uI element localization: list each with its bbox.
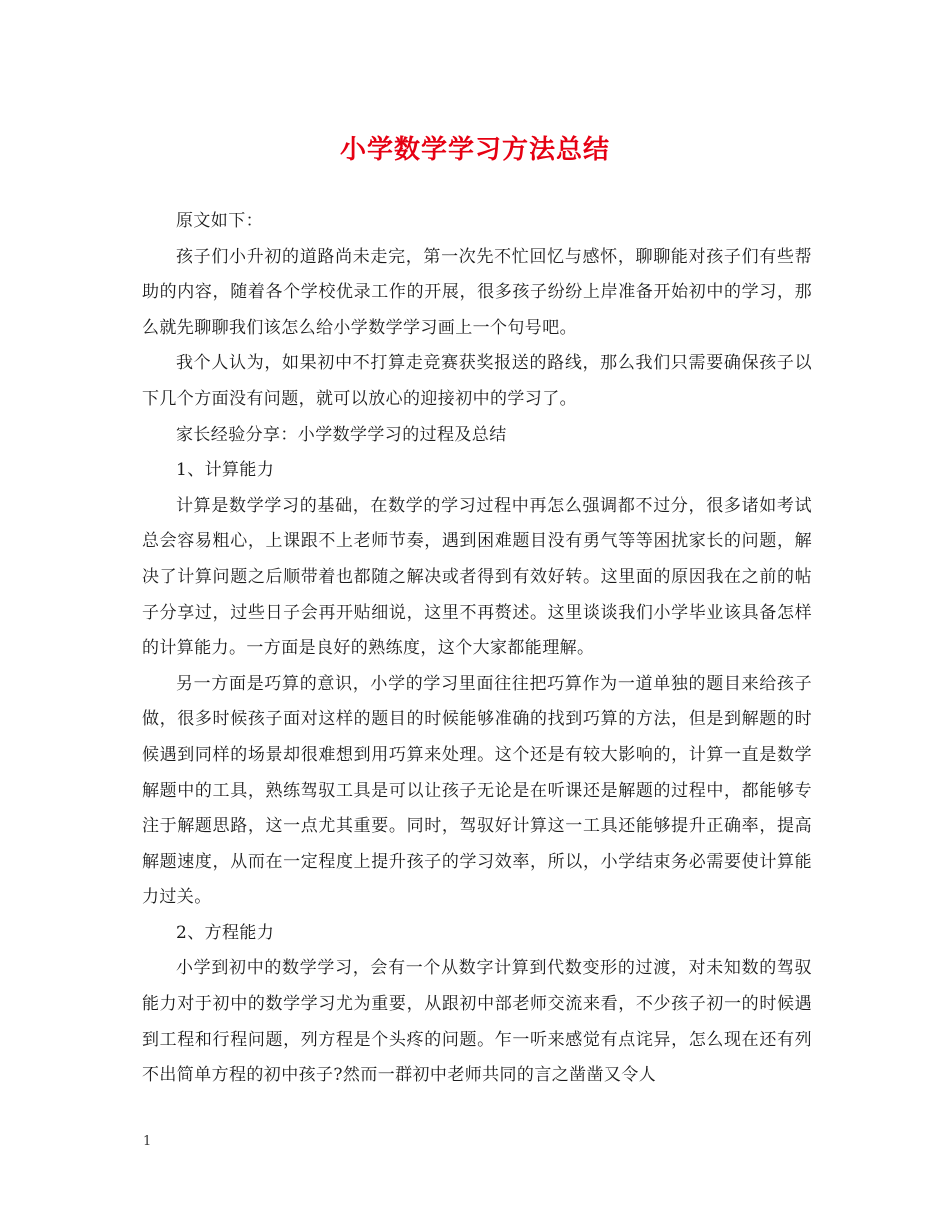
section-heading: 1、计算能力 — [176, 460, 275, 481]
paragraph: 我个人认为，如果初中不打算走竞赛获奖报送的路线，那么我们只需要确保孩子以下几个方面没有问题，就可以放心的迎接初中的学习了。 — [142, 353, 812, 409]
paragraph-intro: 原文如下： — [176, 211, 263, 231]
paragraph: 计算是数学学习的基础，在数学的学习过程中再怎么强调都不过分，很多诸如考试总会容易粗心，上课跟不上老师节奏，遇到困难题目没有勇气等等困扰家长的问题，解决了计算问题之后顺带着也都随之解决或者得到有效好转。这里面的原因我在之前的帖子分享过，过些日子会再开贴细说，这里不再赘述。这里谈谈我们小学毕业该具备怎样的计算能力。一方面是良好的熟练度，这个大家都能理解。 — [142, 495, 812, 659]
document-body — [142, 204, 812, 1094]
section-heading: 2、方程能力 — [176, 922, 275, 943]
paragraph: 另一方面是巧算的意识，小学的学习里面往往把巧算作为一道单独的题目来给孩子做，很多时候孩子面对这样的题目的时候能够准确的找到巧算的方法，但是到解题的时候遇到同样的场景却很难想到用巧算来处理。这个还是有较大影响的，计算一直是数学解题中的工具，熟练驾驭工具是可以让孩子无论是在听课还是解题的过程中，都能够专注于解题思路，这一点尤其重要。同时，驾驭好计算这一工具还能够提升正确率，提高解题速度，从而在一定程度上提升孩子的学习效率，所以，小学结束务必需要使计算能力过关。 — [142, 673, 812, 908]
document-title: 小学数学学习方法总结 — [339, 135, 610, 165]
paragraph: 孩子们小升初的道路尚未走完，第一次先不忙回忆与感怀，聊聊能对孩子们有些帮助的内容，随着各个学校优录工作的开展，很多孩子纷纷上岸准备开始初中的学习，那么就先聊聊我们该怎么给小学数学学习画上一个句号吧。 — [142, 246, 812, 338]
paragraph: 小学到初中的数学学习，会有一个从数字计算到代数变形的过渡，对未知数的驾驭能力对于初中的数学学习尤为重要，从跟初中部老师交流来看，不少孩子初一的时候遇到工程和行程问题，列方程是个头疼的问题。乍一听来感觉有点诧异，怎么现在还有列不出简单方程的初中孩子?然而一群初中老师共同的言之凿凿又令人 — [142, 958, 812, 1086]
section-subtitle: 家长经验分享：小学数学学习的过程及总结 — [176, 424, 507, 445]
page-number: 1 — [143, 1134, 152, 1149]
